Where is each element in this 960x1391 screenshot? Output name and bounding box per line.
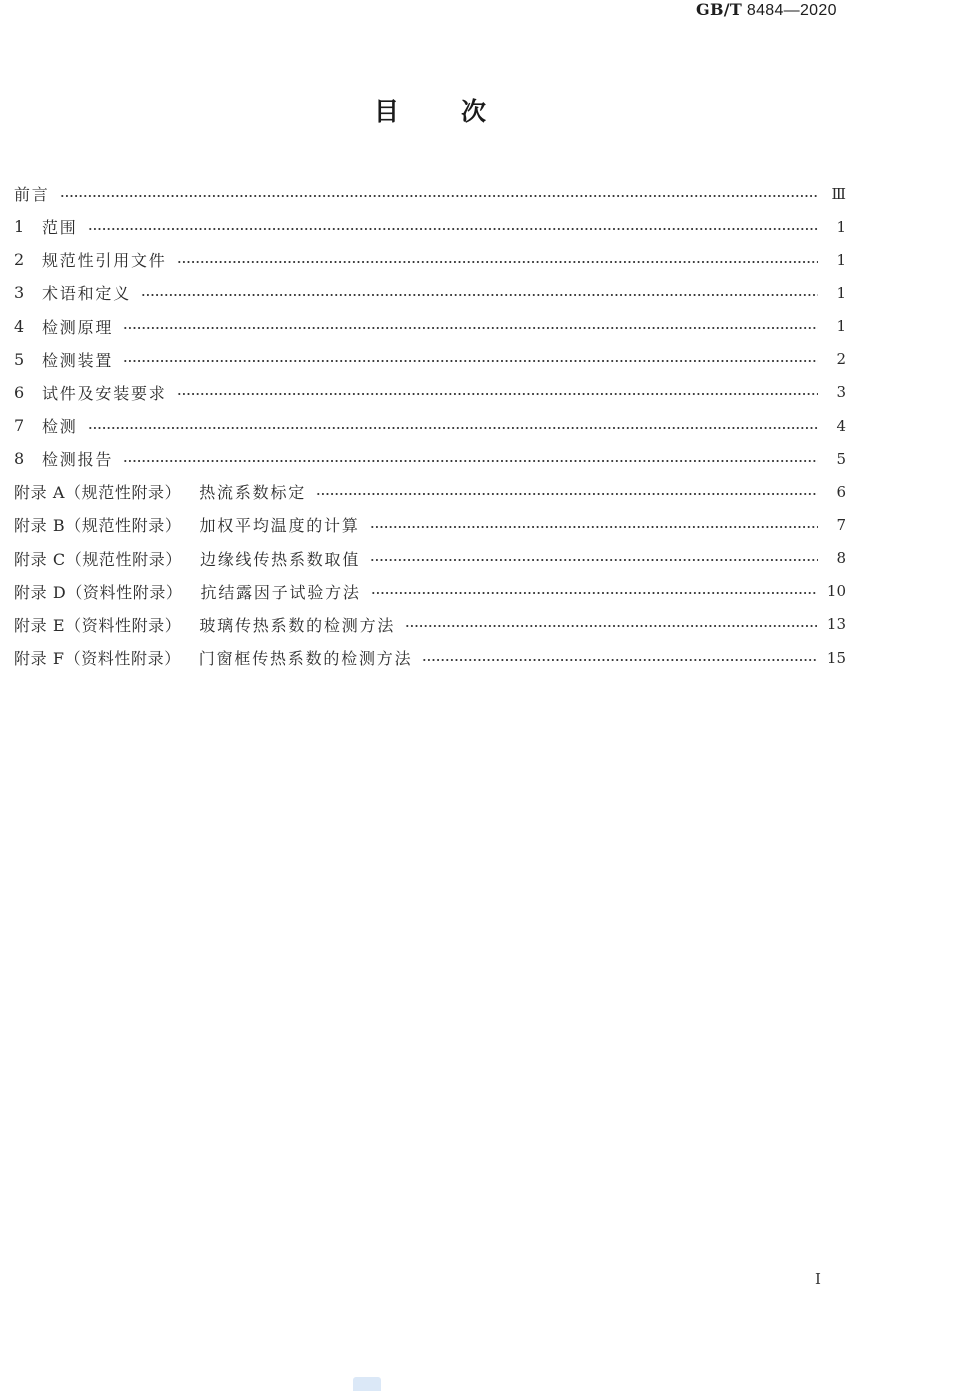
page-title-char-1: 目: [374, 97, 400, 126]
dot-leader: [123, 360, 818, 362]
toc-entry-number: 2: [14, 250, 25, 270]
dot-leader: [370, 559, 818, 561]
toc-entry-number: 7: [14, 416, 25, 436]
toc-annex-tag: 附录 F（资料性附录）: [14, 649, 181, 669]
toc-entry-5[interactable]: [14, 343, 846, 376]
toc-entry-page: 1: [836, 317, 846, 336]
toc-entry-label: 检测报告: [42, 450, 114, 470]
toc-entry-page: 2: [836, 350, 846, 369]
toc-entry-page: 4: [836, 416, 846, 435]
toc-annex-a[interactable]: [14, 475, 846, 508]
toc-entry-page: 1: [836, 250, 846, 269]
toc-annex-c[interactable]: [14, 542, 846, 575]
toc-entry-number: 1: [14, 217, 25, 237]
toc-entry-page: 5: [836, 449, 846, 468]
toc-annex-d[interactable]: [14, 575, 846, 608]
standard-prefix: GB/T: [696, 0, 743, 19]
dot-leader: [370, 526, 818, 528]
toc-entry-label: 前言: [14, 185, 50, 205]
toc-entry-number: 6: [14, 382, 25, 402]
toc-entry-foreword[interactable]: [14, 177, 846, 210]
dot-leader: [316, 493, 818, 495]
toc-entry-label: 规范性引用文件: [42, 251, 167, 271]
toc-entry-6[interactable]: [14, 376, 846, 409]
toc-entry-label: 检测装置: [42, 350, 114, 370]
dot-leader: [123, 327, 818, 329]
toc-entry-8[interactable]: [14, 442, 846, 475]
standard-code: [696, 0, 837, 20]
toc-entry-label: 术语和定义: [42, 284, 132, 304]
page-title-char-2: 次: [460, 97, 486, 126]
table-of-contents: [14, 177, 846, 674]
watermark-badge: [353, 1377, 381, 1391]
toc-annex-tag: 附录 C（规范性附录）: [14, 549, 182, 569]
toc-annex-title: 热流系数标定: [199, 483, 307, 503]
dot-leader: [405, 625, 817, 627]
toc-entry-3[interactable]: [14, 276, 846, 309]
dot-leader: [88, 427, 818, 429]
toc-entry-label: 试件及安装要求: [42, 383, 167, 403]
toc-entry-number: 4: [14, 316, 25, 336]
toc-entry-label: 检测: [42, 417, 78, 437]
toc-entry-4[interactable]: [14, 310, 846, 343]
dot-leader: [177, 261, 818, 263]
toc-annex-tag: 附录 B（规范性附录）: [14, 516, 182, 536]
dot-leader: [422, 659, 817, 661]
toc-entry-page: 13: [826, 615, 846, 634]
toc-entry-page: 8: [836, 549, 846, 568]
toc-annex-tag: 附录 A（规范性附录）: [14, 483, 182, 503]
toc-entry-page: 6: [836, 482, 846, 501]
dot-leader: [60, 195, 818, 197]
dot-leader: [371, 592, 817, 594]
toc-annex-f[interactable]: [14, 641, 846, 674]
toc-entry-2[interactable]: [14, 243, 846, 276]
toc-entry-1[interactable]: [14, 210, 846, 243]
toc-annex-title: 玻璃传热系数的检测方法: [199, 615, 396, 635]
dot-leader: [123, 460, 818, 462]
toc-annex-tag: 附录 D（资料性附录）: [14, 582, 183, 602]
toc-annex-tag: 附录 E（资料性附录）: [14, 615, 182, 635]
toc-entry-label: 范围: [42, 218, 78, 238]
toc-entry-number: 5: [14, 349, 25, 369]
toc-entry-7[interactable]: [14, 409, 846, 442]
toc-annex-title: 抗结露因子试验方法: [200, 582, 361, 602]
toc-entry-page: 15: [826, 648, 846, 667]
toc-annex-b[interactable]: [14, 508, 846, 541]
page-title: [374, 92, 486, 128]
toc-entry-page: Ⅲ: [831, 184, 846, 203]
toc-entry-label: 检测原理: [42, 317, 114, 337]
toc-entry-page: 10: [826, 582, 846, 601]
toc-entry-page: 3: [836, 383, 846, 402]
page-number: I: [815, 1270, 821, 1288]
toc-entry-number: 8: [14, 449, 25, 469]
toc-entry-page: 1: [836, 217, 846, 236]
toc-annex-title: 门窗框传热系数的检测方法: [198, 649, 413, 669]
toc-entry-number: 3: [14, 283, 25, 303]
dot-leader: [141, 294, 818, 296]
toc-annex-title: 边缘线传热系数取值: [199, 549, 361, 569]
standard-number: 8484—2020: [746, 2, 837, 19]
toc-entry-page: 1: [836, 283, 846, 302]
dot-leader: [88, 228, 818, 230]
toc-annex-title: 加权平均温度的计算: [199, 516, 360, 536]
dot-leader: [177, 393, 818, 395]
toc-entry-page: 7: [836, 515, 846, 534]
toc-annex-e[interactable]: [14, 608, 846, 641]
